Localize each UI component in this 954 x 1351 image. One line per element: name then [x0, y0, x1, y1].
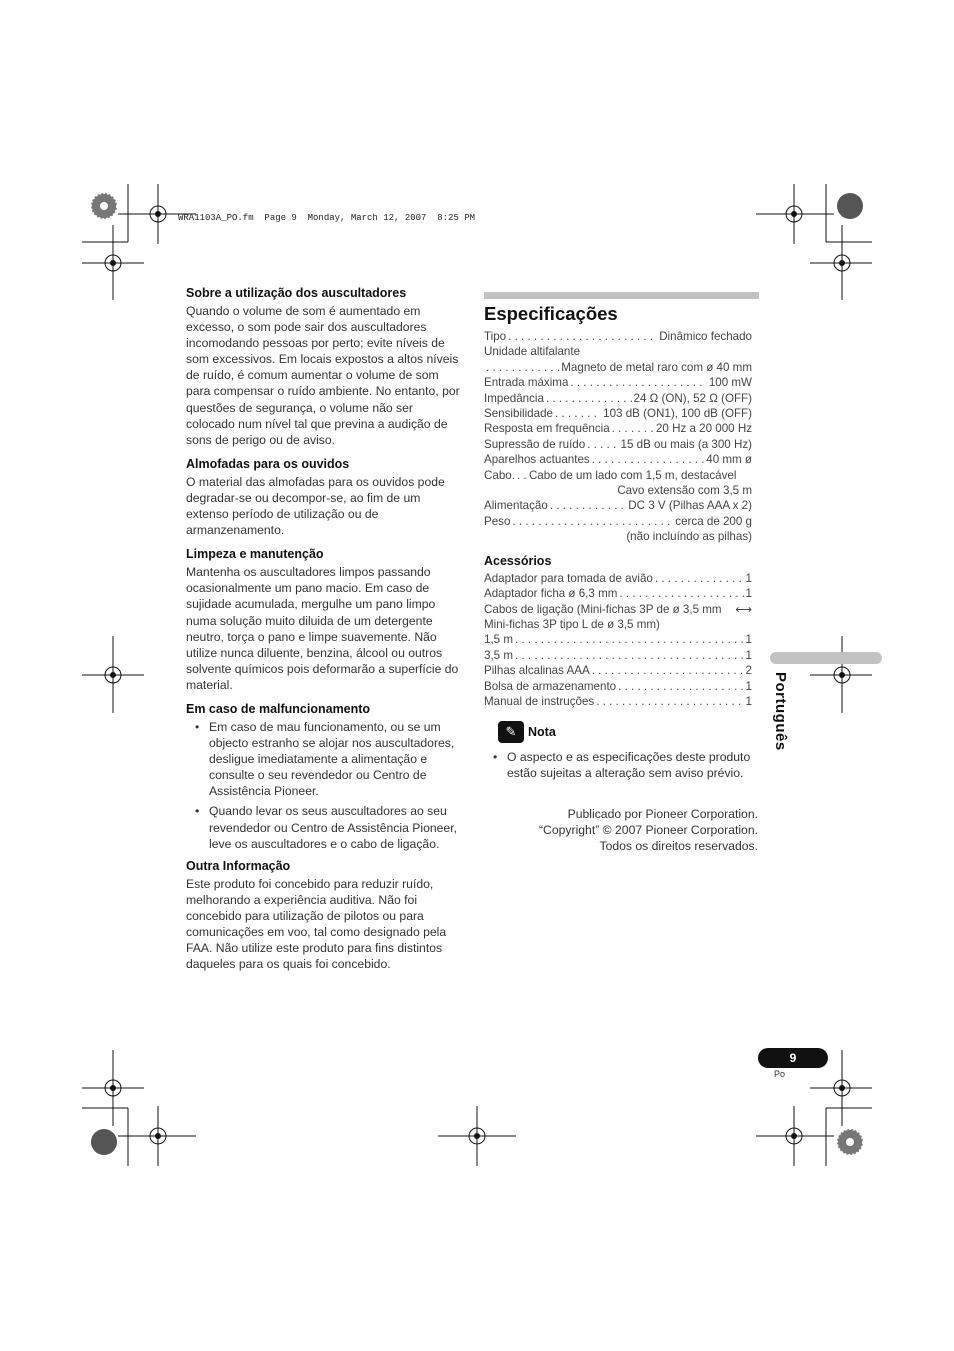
note-header [498, 721, 759, 743]
dot-leader [612, 421, 654, 436]
list-item: Mini-fichas 3P tipo L de ø 3,5 mm) [484, 617, 660, 631]
dot-leader [555, 406, 601, 421]
pencil-icon: ✎ [498, 721, 524, 743]
dot-leader [655, 571, 744, 586]
dot-leader [592, 663, 744, 678]
spec-row [484, 437, 752, 452]
accessories-list [484, 571, 759, 710]
spec-label: Adaptador ficha ø 6,3 mm [484, 587, 618, 601]
list-item [484, 679, 752, 694]
spec-label: Tipo [484, 330, 507, 343]
page-number: 9 [758, 1048, 828, 1068]
dot-leader [618, 679, 743, 694]
dot-leader [486, 360, 559, 375]
spec-value: 24 Ω (ON), 52 Ω (OFF) [633, 391, 752, 405]
dot-leader [570, 375, 706, 390]
rights-line: Todos os direitos reservados. [599, 838, 758, 853]
dot-leader [587, 437, 618, 452]
spec-label: Cabos de ligação (Mini-fichas 3P de ø 3,5 mm [484, 602, 722, 616]
arrow-icon: ⟷ [735, 602, 752, 616]
section-title: Limpeza e manutenção [186, 547, 324, 562]
spec-value: 100 mW [708, 376, 752, 390]
spec-row [484, 375, 752, 390]
spec-value: 1 [745, 571, 752, 585]
spec-value: 2 [745, 664, 752, 678]
list-item [484, 602, 752, 617]
list-item [484, 694, 752, 709]
spec-row [484, 329, 752, 344]
spec-value: Magneto de metal raro com ø 40 mm [561, 360, 752, 374]
list-item [484, 632, 752, 647]
malfunction-list [186, 719, 464, 852]
dot-leader [550, 498, 626, 513]
page-title: Especificações [484, 303, 618, 324]
section-text: Quando o volume de som é aumentado em excesso, o som pode sair dos auscultadores incomodando pessoas por perto; evite níveis de som excessivos. Em locais expostos a altos níveis de ruído, é comum aumentar o volume de som para compensar o ruído ambiente. No entanto, por questões de segurança, o volume não ser colocado num nível tal que previna a audição de sons de perigo ou de aviso. [186, 304, 460, 447]
spec-row [484, 468, 752, 483]
spec-label: Peso [484, 514, 511, 528]
spec-row [484, 391, 752, 406]
note-label: Nota [528, 725, 556, 740]
spec-row: (não incluíndo as pilhas) [626, 530, 752, 544]
list-item [484, 663, 752, 678]
spec-row: Unidade altifalante [484, 345, 581, 359]
spec-label: Alimentação [484, 499, 548, 513]
spec-row [484, 406, 752, 421]
spec-label: 1,5 m [484, 633, 513, 647]
page-language-code: Po [774, 1069, 786, 1079]
dot-leader [508, 329, 657, 344]
spec-label: Entrada máxima [484, 376, 569, 390]
section-title: Acessórios [484, 553, 552, 568]
spec-value: 20 Hz a 20 000 Hz [655, 422, 752, 436]
spec-value: 1 [745, 694, 752, 708]
spec-value: 1 [745, 587, 752, 601]
list-item: • O aspecto e as especificações deste produto estão sujeitas a alteração sem aviso prévio. [507, 749, 759, 781]
spec-row [484, 498, 752, 513]
dot-leader [596, 694, 743, 709]
spec-value: cerca de 200 g [675, 514, 752, 528]
spec-value: Cabo de um lado com 1,5 m, destacável [528, 468, 737, 482]
dot-leader [619, 586, 743, 601]
spec-row [484, 514, 752, 529]
print-header-line: WRA1103A_PO.fm Page 9 Monday, March 12, 2007 8:25 PM [178, 213, 476, 223]
title-bar [484, 292, 759, 299]
dot-leader [515, 648, 744, 663]
publisher-line: Publicado por Pioneer Corporation. [567, 806, 758, 821]
spec-row [484, 360, 752, 375]
list-item: • Quando levar os seus auscultadores ao seu revendedor ou Centro de Assistência Pioneer, leve os auscultadores e o cabo de ligação. [209, 803, 464, 851]
spec-value: 1 [745, 679, 752, 693]
section-text: Este produto foi concebido para reduzir ruído, melhorando a experiência auditiva. Não foi concebido para utilização de pilotos ou para comunicações em voo, tal como designado pela FAA. Não utilize este produto para fins distintos daqueles para os quais foi concebido. [186, 876, 447, 972]
dot-leader [515, 632, 744, 647]
list-item [484, 571, 752, 586]
spec-value: 40 mm ø [706, 453, 752, 467]
spec-label: Pilhas alcalinas AAA [484, 664, 590, 678]
spec-label: Sensibilidade [484, 407, 553, 421]
spec-value: Dinâmico fechado [659, 330, 752, 343]
spec-label: Supressão de ruído [484, 437, 586, 451]
left-column [186, 285, 464, 980]
dot-leader [517, 468, 527, 483]
section-text: Mantenha os auscultadores limpos passando ocasionalmente um pano macio. Em caso de sujidade acumulada, mergulhe um pano limpo numa solução muito diluida de um detergente neutro, torça o pano e limpe suavemente. Não utilize nunca diluente, benzina, álcool ou outros solvente químicos pois deformarão a superfície do material. [186, 565, 459, 692]
spec-label: 3,5 m [484, 648, 513, 662]
spec-value: 103 dB (ON1), 100 dB (OFF) [603, 407, 752, 421]
spec-value: 1 [745, 633, 752, 647]
section-title: Almofadas para os ouvidos [186, 456, 350, 471]
spec-value: 1 [745, 648, 752, 662]
dot-leader [546, 391, 632, 406]
list-item: • Em caso de mau funcionamento, ou se um objecto estranho se alojar nos auscultadores, desligue imediatamente a alimentação e consulte o seu revendedor ou Centro de Assistência Pioneer. [209, 719, 464, 799]
spec-label: Impedância [484, 391, 544, 405]
section-title: Sobre a utilização dos auscultadores [186, 286, 407, 300]
spec-value: DC 3 V (Pilhas AAA x 2) [628, 499, 752, 513]
section-title: Outra Informação [186, 858, 291, 873]
list-item [484, 586, 752, 601]
section-text: O material das almofadas para os ouvidos pode degradar-se ou decompor-se, ao fim de um extenso período de utilização ou de armanzenamento. [186, 474, 445, 538]
right-column [484, 292, 759, 854]
spec-row: Cavo extensão com 3,5 m [617, 484, 752, 498]
dot-leader [512, 514, 673, 529]
spec-label: Bolsa de armazenamento [484, 679, 617, 693]
language-tab [770, 652, 882, 664]
spec-table [484, 329, 759, 545]
spec-row [484, 421, 752, 436]
spec-value: 15 dB ou mais (a 300 Hz) [620, 437, 752, 451]
spec-label: Resposta em frequência [484, 422, 610, 436]
spec-label: Aparelhos actuantes [484, 453, 590, 467]
publisher-block [484, 806, 758, 854]
spec-label: Adaptador para tomada de avião [484, 571, 653, 585]
copyright-line: “Copyright” © 2007 Pioneer Corporation. [539, 822, 758, 837]
section-title: Em caso de malfuncionamento [186, 701, 371, 716]
language-label: Português [772, 672, 789, 751]
spec-label: Cabo. [484, 468, 515, 482]
spec-row [484, 452, 752, 467]
list-item [484, 648, 752, 663]
spec-label: Manual de instruções [484, 694, 595, 708]
note-list [484, 749, 759, 781]
dot-leader [592, 452, 705, 467]
